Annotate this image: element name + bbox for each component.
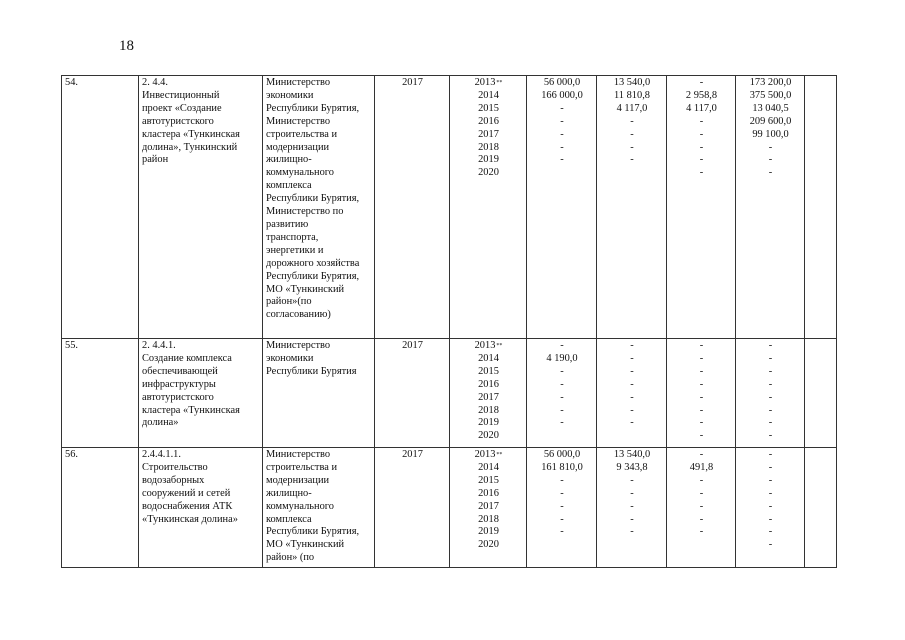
value-line: - (560, 115, 564, 127)
executors-cell (263, 339, 375, 448)
executor-line: строительства и (266, 128, 337, 140)
executor-line: МО «Тункинский (266, 283, 345, 295)
value-line: - (630, 500, 634, 512)
value-line: 375 500,0 (749, 89, 792, 101)
value-line: - (630, 128, 634, 140)
table-row (62, 339, 837, 448)
year-line: 2016 (478, 115, 499, 127)
executor-line: Министерство по (266, 206, 344, 218)
year-line: 2015 (478, 365, 499, 377)
value-line: - (768, 167, 773, 179)
value-line: 13 540,0 (613, 77, 651, 88)
value-line: 161 810,0 (541, 461, 583, 473)
executors-cell (263, 448, 375, 568)
value-line: 166 000,0 (541, 89, 583, 101)
year-line-first (453, 77, 524, 90)
value-cell-col-b (597, 339, 667, 448)
value-line: 4 117,0 (686, 102, 717, 114)
executor-line: коммунального (266, 167, 335, 179)
value-line: - (768, 513, 773, 525)
year-line: 2013 (474, 77, 496, 88)
year-cell (375, 339, 450, 448)
value-line: 9 343,8 (616, 461, 648, 473)
value-line: - (768, 539, 773, 551)
activity-name-cell (139, 448, 263, 568)
value-line: - (560, 417, 564, 429)
completion-year: 2017 (402, 340, 423, 351)
value-cell-col-b (597, 448, 667, 568)
value-line: - (630, 378, 634, 390)
activity-name-line: долина» (142, 417, 179, 429)
value-cell-col-a (527, 76, 597, 339)
value-line: - (699, 352, 704, 364)
executor-line: модернизации (266, 474, 330, 486)
value-line: - (630, 115, 634, 127)
value-line: - (768, 404, 773, 416)
value-line: - (560, 500, 564, 512)
activity-name-line: Инвестиционный (142, 89, 220, 101)
value-line: - (560, 102, 564, 114)
table-row (62, 448, 837, 568)
value-line: - (630, 487, 634, 499)
row-number: 56. (65, 449, 78, 460)
value-cell-col-c (667, 76, 736, 339)
activity-name-line: проект «Создание (142, 102, 222, 114)
activity-name-line: Строительство (142, 461, 208, 473)
value-line: 4 117,0 (616, 102, 648, 114)
value-line: - (699, 487, 704, 499)
executor-line: Республики Бурятия, (266, 270, 360, 282)
value-line: - (560, 404, 564, 416)
row-number: 55. (65, 340, 78, 351)
activity-name-line: автотуристского (142, 391, 214, 403)
year-line-first (453, 340, 524, 353)
executor-line: район»(по (266, 296, 312, 308)
year-line: 2018 (478, 404, 499, 416)
value-line: - (630, 340, 634, 351)
value-line: - (630, 513, 634, 525)
value-line: - (630, 404, 634, 416)
executor-line: развитию (266, 218, 309, 230)
page-number: 18 (119, 38, 134, 54)
value-cell-col-b (597, 76, 667, 339)
year-footnote-marker: ** (496, 452, 503, 458)
value-line: - (699, 404, 704, 416)
value-line: - (768, 365, 773, 377)
value-line: - (699, 513, 704, 525)
activity-name-line: долина», Тункинский (142, 141, 238, 153)
value-line: - (699, 500, 704, 512)
value-line: - (560, 128, 564, 140)
value-line: - (560, 526, 564, 538)
value-line: - (768, 500, 773, 512)
value-line: - (560, 141, 564, 153)
value-line: 99 100,0 (752, 128, 789, 140)
value-line: - (699, 417, 704, 429)
executor-line: МО «Тункинский (266, 539, 345, 551)
year-line: 2014 (478, 461, 499, 473)
activity-name-line: район (142, 154, 169, 166)
executor-line: Министерство (266, 77, 331, 88)
value-line: - (560, 378, 564, 390)
value-line: - (630, 365, 634, 377)
value-line: - (768, 352, 773, 364)
value-line: - (768, 430, 773, 442)
row-number: 54. (65, 77, 78, 88)
value-line: - (768, 391, 773, 403)
executor-line: жилищно- (266, 154, 312, 166)
activity-name-line: кластера «Тункинская (142, 128, 240, 140)
value-line: - (768, 487, 773, 499)
year-footnote-marker: ** (496, 80, 503, 86)
activity-name-line: кластера «Тункинская (142, 404, 240, 416)
executor-line: экономики (266, 89, 314, 101)
year-cell (375, 76, 450, 339)
executor-line: коммунального (266, 500, 335, 512)
value-line: - (560, 474, 564, 486)
year-line: 2020 (478, 430, 499, 442)
executor-line: Республики Бурятия, (266, 102, 360, 114)
value-line: - (630, 526, 634, 538)
executor-line: район» (по (266, 552, 315, 564)
value-line: - (768, 474, 773, 486)
value-line: - (699, 128, 704, 140)
value-cell-col-a (527, 448, 597, 568)
completion-year: 2017 (402, 77, 423, 88)
year-line: 2014 (478, 352, 499, 364)
value-line: 491,8 (689, 461, 714, 473)
executor-line: строительства и (266, 461, 337, 473)
value-cell-col-c (667, 448, 736, 568)
executor-line: Министерство (266, 340, 331, 351)
value-line: - (630, 141, 634, 153)
year-line: 2019 (478, 417, 499, 429)
year-line: 2013 (474, 340, 496, 351)
executor-line: комплекса (266, 180, 312, 192)
value-cell-col-d (736, 76, 805, 339)
year-line: 2020 (478, 167, 499, 179)
year-footnote-marker: ** (496, 343, 503, 349)
years-cell (450, 339, 527, 448)
value-line: 11 810,8 (614, 89, 650, 101)
year-line: 2017 (478, 128, 499, 140)
empty-cell (805, 76, 837, 339)
activity-name-line: сооружений и сетей (142, 487, 231, 499)
executor-line: Республики Бурятия (266, 365, 357, 377)
executor-line: комплекса (266, 513, 312, 525)
activity-name-line: водоснабжения АТК (142, 500, 233, 512)
table-row (62, 76, 837, 339)
year-line: 2019 (478, 154, 499, 166)
program-activities-table (61, 75, 837, 568)
value-line: - (560, 391, 564, 403)
value-line: - (699, 365, 704, 377)
executor-line: Министерство (266, 115, 331, 127)
value-line: - (630, 474, 634, 486)
value-line: - (560, 340, 564, 351)
value-cell-col-d (736, 339, 805, 448)
year-cell (375, 448, 450, 568)
executor-line: согласованию) (266, 309, 331, 321)
activity-name-line: водозаборных (142, 474, 205, 486)
value-line: - (699, 154, 704, 166)
executor-line: модернизации (266, 141, 330, 153)
completion-year: 2017 (402, 449, 423, 460)
value-line: 13 540,0 (613, 449, 651, 460)
value-line: - (699, 430, 704, 442)
value-line: - (768, 154, 773, 166)
value-line: - (768, 340, 773, 351)
value-line: - (630, 352, 634, 364)
activity-code: 2. 4.4. (142, 77, 168, 88)
empty-cell (805, 448, 837, 568)
value-line: 4 190,0 (546, 352, 578, 364)
value-line: 56 000,0 (543, 449, 581, 460)
year-line: 2020 (478, 539, 499, 551)
value-line: - (699, 141, 704, 153)
value-line: - (699, 77, 704, 88)
value-line: - (560, 154, 564, 166)
value-line: - (630, 154, 634, 166)
executor-line: Республики Бурятия, (266, 526, 360, 538)
value-line: - (768, 141, 773, 153)
value-line: - (560, 487, 564, 499)
value-line: 56 000,0 (543, 77, 581, 88)
value-cell-col-c (667, 339, 736, 448)
year-line: 2016 (478, 487, 499, 499)
executor-line: Республики Бурятия, (266, 193, 360, 205)
value-line: - (699, 449, 704, 460)
year-line: 2018 (478, 513, 499, 525)
activity-name-cell (139, 339, 263, 448)
value-line: - (768, 461, 773, 473)
value-line: 13 040,5 (752, 102, 789, 114)
activity-name-line: автотуристского (142, 115, 214, 127)
years-cell (450, 76, 527, 339)
value-line: - (699, 340, 704, 351)
value-line: - (699, 526, 704, 538)
activity-name-line: «Тункинская долина» (142, 513, 238, 525)
year-line: 2015 (478, 102, 499, 114)
value-line: - (699, 378, 704, 390)
value-line: - (768, 449, 773, 460)
row-number-cell (62, 76, 139, 339)
value-line: - (699, 115, 704, 127)
executor-line: дорожного хозяйства (266, 257, 360, 269)
activity-name-cell (139, 76, 263, 339)
year-line: 2017 (478, 391, 499, 403)
year-line: 2017 (478, 500, 499, 512)
value-line: 2 958,8 (685, 89, 718, 101)
value-line: - (560, 513, 564, 525)
value-line: 209 600,0 (749, 115, 792, 127)
executor-line: экономики (266, 352, 314, 364)
year-line: 2016 (478, 378, 499, 390)
executor-line: энергетики и (266, 244, 324, 256)
activity-name-line: Создание комплекса (142, 352, 232, 364)
executor-line: Министерство (266, 449, 331, 460)
value-line: - (560, 365, 564, 377)
executor-line: жилищно- (266, 487, 312, 499)
value-line: 173 200,0 (749, 77, 792, 88)
value-cell-col-a (527, 339, 597, 448)
value-line: - (630, 417, 634, 429)
value-line: - (768, 378, 773, 390)
activity-name-line: обеспечивающей (142, 365, 218, 377)
year-line: 2013 (474, 449, 496, 460)
value-line: - (699, 474, 704, 486)
activity-code: 2.4.4.1.1. (142, 449, 181, 460)
year-line-first (453, 449, 524, 462)
value-line: - (768, 526, 773, 538)
value-line: - (630, 391, 634, 403)
activity-name-line: инфраструктуры (142, 378, 216, 390)
year-line: 2019 (478, 526, 499, 538)
empty-cell (805, 339, 837, 448)
value-line: - (699, 167, 704, 179)
executors-cell (263, 76, 375, 339)
value-line: - (768, 417, 773, 429)
year-line: 2014 (478, 89, 499, 101)
row-number-cell (62, 339, 139, 448)
value-line: - (699, 391, 704, 403)
executor-line: транспорта, (266, 231, 319, 243)
year-line: 2015 (478, 474, 499, 486)
activity-code: 2. 4.4.1. (142, 340, 176, 351)
years-cell (450, 448, 527, 568)
row-number-cell (62, 448, 139, 568)
value-cell-col-d (736, 448, 805, 568)
year-line: 2018 (478, 141, 499, 153)
